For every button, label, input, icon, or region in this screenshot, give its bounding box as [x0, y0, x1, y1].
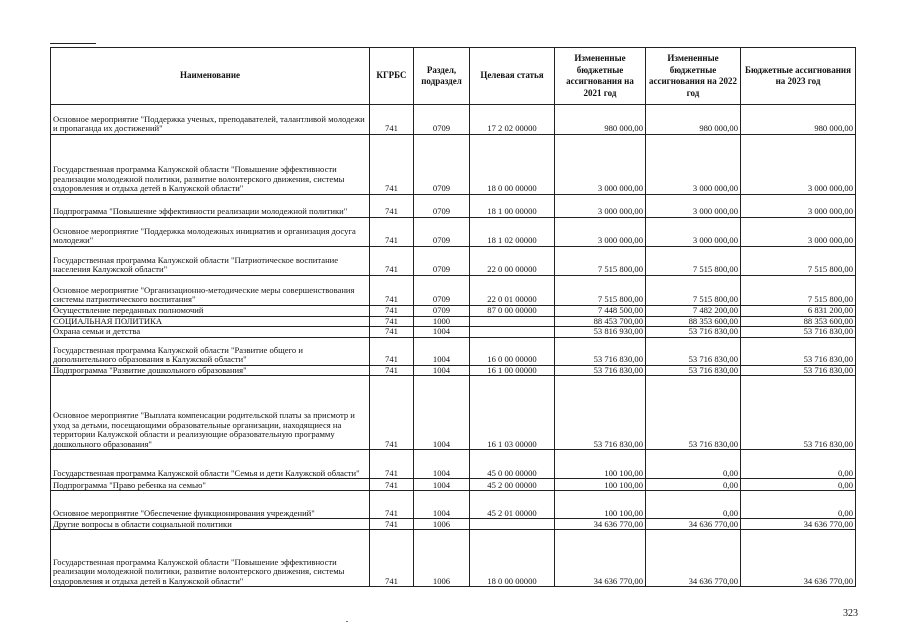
- row-2023: 3 000 000,00: [741, 195, 856, 218]
- row-2022: 34 636 770,00: [646, 530, 741, 587]
- header-2022: Измененные бюджетные ассигнования на 2022 год: [646, 48, 741, 105]
- row-kgrbs: 741: [370, 276, 414, 306]
- table-row: [51, 316, 856, 327]
- header-2021: Измененные бюджетные ассигнования на 2021 год: [555, 48, 646, 105]
- row-target: 18 1 00 00000: [470, 195, 555, 218]
- row-section: 1004: [414, 376, 470, 450]
- row-kgrbs: 741: [370, 316, 414, 327]
- row-name: Государственная программа Калужской области "Патриотическое воспитание населения Калужской области": [51, 247, 370, 276]
- row-target: [470, 327, 555, 338]
- row-2023: 34 636 770,00: [741, 530, 856, 587]
- table-row: [51, 306, 856, 317]
- row-kgrbs: 741: [370, 337, 414, 365]
- row-2021: 3 000 000,00: [555, 218, 646, 247]
- table-row: [51, 218, 856, 247]
- page-number: 323: [843, 608, 858, 619]
- row-2022: 53 716 830,00: [646, 365, 741, 376]
- header-name: Наименование: [51, 48, 370, 105]
- row-target: 45 0 00 00000: [470, 450, 555, 479]
- table-row: [51, 376, 856, 450]
- row-2023: 7 515 800,00: [741, 276, 856, 306]
- row-2022: 0,00: [646, 491, 741, 519]
- row-name: Основное мероприятие "Организационно-методические меры совершенствования системы патриотического воспитания": [51, 276, 370, 306]
- row-section: 0709: [414, 247, 470, 276]
- row-2021: 34 636 770,00: [555, 519, 646, 530]
- row-2023: 53 716 830,00: [741, 337, 856, 365]
- row-kgrbs: 741: [370, 491, 414, 519]
- row-2022: 53 716 830,00: [646, 376, 741, 450]
- row-2022: 7 482 200,00: [646, 306, 741, 317]
- row-target: 22 0 00 00000: [470, 247, 555, 276]
- row-2021: 7 515 800,00: [555, 276, 646, 306]
- row-section: 0709: [414, 195, 470, 218]
- row-target: 45 2 01 00000: [470, 491, 555, 519]
- row-2023: 7 515 800,00: [741, 247, 856, 276]
- row-kgrbs: 741: [370, 365, 414, 376]
- row-kgrbs: 741: [370, 376, 414, 450]
- row-name: Подпрограмма "Право ребенка на семью": [51, 479, 370, 491]
- row-2021: 980 000,00: [555, 105, 646, 135]
- table-row: [51, 519, 856, 530]
- row-target: 22 0 01 00000: [470, 276, 555, 306]
- row-section: 0709: [414, 306, 470, 317]
- row-2022: 3 000 000,00: [646, 135, 741, 195]
- row-target: [470, 519, 555, 530]
- row-name: Другие вопросы в области социальной политики: [51, 519, 370, 530]
- row-2021: 3 000 000,00: [555, 135, 646, 195]
- row-2023: 53 716 830,00: [741, 327, 856, 338]
- row-name: Подпрограмма "Повышение эффективности реализации молодежной политики": [51, 195, 370, 218]
- row-target: 45 2 00 00000: [470, 479, 555, 491]
- row-kgrbs: 741: [370, 530, 414, 587]
- row-2021: 88 453 700,00: [555, 316, 646, 327]
- row-2021: 100 100,00: [555, 479, 646, 491]
- row-section: 1004: [414, 479, 470, 491]
- row-kgrbs: 741: [370, 306, 414, 317]
- row-name: Основное мероприятие "Поддержка молодежных инициатив и организация досуга молодежи": [51, 218, 370, 247]
- row-section: 1004: [414, 365, 470, 376]
- table-row: [51, 491, 856, 519]
- row-name: Охрана семьи и детства: [51, 327, 370, 338]
- row-kgrbs: 741: [370, 327, 414, 338]
- row-name: Государственная программа Калужской области "Семья и дети Калужской области": [51, 450, 370, 479]
- row-2023: 34 636 770,00: [741, 519, 856, 530]
- row-kgrbs: 741: [370, 247, 414, 276]
- table-row: [51, 479, 856, 491]
- row-name: СОЦИАЛЬНАЯ ПОЛИТИКА: [51, 316, 370, 327]
- row-2022: 53 716 830,00: [646, 337, 741, 365]
- row-name: Государственная программа Калужской области "Развитие общего и дополнительного образования в Калужской области": [51, 337, 370, 365]
- row-2021: 53 816 930,00: [555, 327, 646, 338]
- row-target: [470, 316, 555, 327]
- header-section: Раздел, подраздел: [414, 48, 470, 105]
- row-target: 16 0 00 00000: [470, 337, 555, 365]
- row-2022: 980 000,00: [646, 105, 741, 135]
- row-name: Государственная программа Калужской области "Повышение эффективности реализации молодежной политики, развитие волонтерского движения, системы оздоровления и отдыха детей в Калужской области": [51, 530, 370, 587]
- row-target: 17 2 02 00000: [470, 105, 555, 135]
- row-section: 1006: [414, 519, 470, 530]
- row-kgrbs: 741: [370, 135, 414, 195]
- row-name: Осуществление переданных полномочий: [51, 306, 370, 317]
- row-2023: 980 000,00: [741, 105, 856, 135]
- row-2022: 3 000 000,00: [646, 195, 741, 218]
- table-row: [51, 276, 856, 306]
- table-row: [51, 135, 856, 195]
- row-target: 18 0 00 00000: [470, 135, 555, 195]
- header-kgrbs: КГРБС: [370, 48, 414, 105]
- budget-table: [50, 47, 856, 587]
- row-2023: 53 716 830,00: [741, 376, 856, 450]
- row-target: 87 0 00 00000: [470, 306, 555, 317]
- row-kgrbs: 741: [370, 195, 414, 218]
- row-target: 18 0 00 00000: [470, 530, 555, 587]
- row-2023: 88 353 600,00: [741, 316, 856, 327]
- row-section: 0709: [414, 218, 470, 247]
- table-row: [51, 450, 856, 479]
- row-name: Государственная программа Калужской области "Повышение эффективности реализации молодежной политики, развитие волонтерского движения, системы оздоровления и отдыха детей в Калужской области": [51, 135, 370, 195]
- table-body: [51, 105, 856, 587]
- header-2023: Бюджетные ассигнования на 2023 год: [741, 48, 856, 105]
- row-2021: 53 716 830,00: [555, 337, 646, 365]
- row-2023: 3 000 000,00: [741, 135, 856, 195]
- row-2021: 7 448 500,00: [555, 306, 646, 317]
- row-kgrbs: 741: [370, 105, 414, 135]
- row-2022: 7 515 800,00: [646, 247, 741, 276]
- row-2023: 0,00: [741, 450, 856, 479]
- row-2022: 0,00: [646, 450, 741, 479]
- row-name: Основное мероприятие "Поддержка ученых, преподавателей, талантливой молодежи и пропаганда их достижений": [51, 105, 370, 135]
- row-name: Основное мероприятие "Выплата компенсации родительской платы за присмотр и уход за детьми, посещающими образовательные организации, находящиеся на территории Калужской области и реализующие образовательную программу дошкольного образования": [51, 376, 370, 450]
- table-row: [51, 247, 856, 276]
- table-row: [51, 195, 856, 218]
- table-row: [51, 337, 856, 365]
- row-kgrbs: 741: [370, 519, 414, 530]
- row-2022: 88 353 600,00: [646, 316, 741, 327]
- row-2023: 3 000 000,00: [741, 218, 856, 247]
- row-2023: 0,00: [741, 491, 856, 519]
- row-name: Подпрограмма "Развитие дошкольного образования": [51, 365, 370, 376]
- row-2021: 53 716 830,00: [555, 376, 646, 450]
- header-target: Целевая статья: [470, 48, 555, 105]
- row-kgrbs: 741: [370, 450, 414, 479]
- row-section: 1006: [414, 530, 470, 587]
- row-section: 1004: [414, 491, 470, 519]
- row-2021: 100 100,00: [555, 450, 646, 479]
- table-row: [51, 327, 856, 338]
- row-2023: 0,00: [741, 479, 856, 491]
- row-section: 0709: [414, 135, 470, 195]
- row-2022: 53 716 830,00: [646, 327, 741, 338]
- row-2023: 53 716 830,00: [741, 365, 856, 376]
- row-section: 1004: [414, 327, 470, 338]
- row-2021: 53 716 830,00: [555, 365, 646, 376]
- table-header-row: [51, 48, 856, 105]
- row-2022: 3 000 000,00: [646, 218, 741, 247]
- row-section: 1004: [414, 450, 470, 479]
- table-row: [51, 365, 856, 376]
- row-kgrbs: 741: [370, 218, 414, 247]
- row-section: 0709: [414, 276, 470, 306]
- scan-speck: [346, 621, 348, 622]
- row-2021: 100 100,00: [555, 491, 646, 519]
- row-section: 1004: [414, 337, 470, 365]
- row-section: 0709: [414, 105, 470, 135]
- row-2022: 34 636 770,00: [646, 519, 741, 530]
- row-section: 1000: [414, 316, 470, 327]
- row-2022: 0,00: [646, 479, 741, 491]
- row-target: 16 1 03 00000: [470, 376, 555, 450]
- row-2023: 6 831 200,00: [741, 306, 856, 317]
- table-row: [51, 530, 856, 587]
- row-2022: 7 515 800,00: [646, 276, 741, 306]
- table-row: [51, 105, 856, 135]
- row-kgrbs: 741: [370, 479, 414, 491]
- row-target: 16 1 00 00000: [470, 365, 555, 376]
- row-target: 18 1 02 00000: [470, 218, 555, 247]
- row-2021: 34 636 770,00: [555, 530, 646, 587]
- row-2021: 3 000 000,00: [555, 195, 646, 218]
- row-name: Основное мероприятие "Обеспечение функционирования учреждений": [51, 491, 370, 519]
- top-rule-mark: [50, 43, 96, 44]
- row-2021: 7 515 800,00: [555, 247, 646, 276]
